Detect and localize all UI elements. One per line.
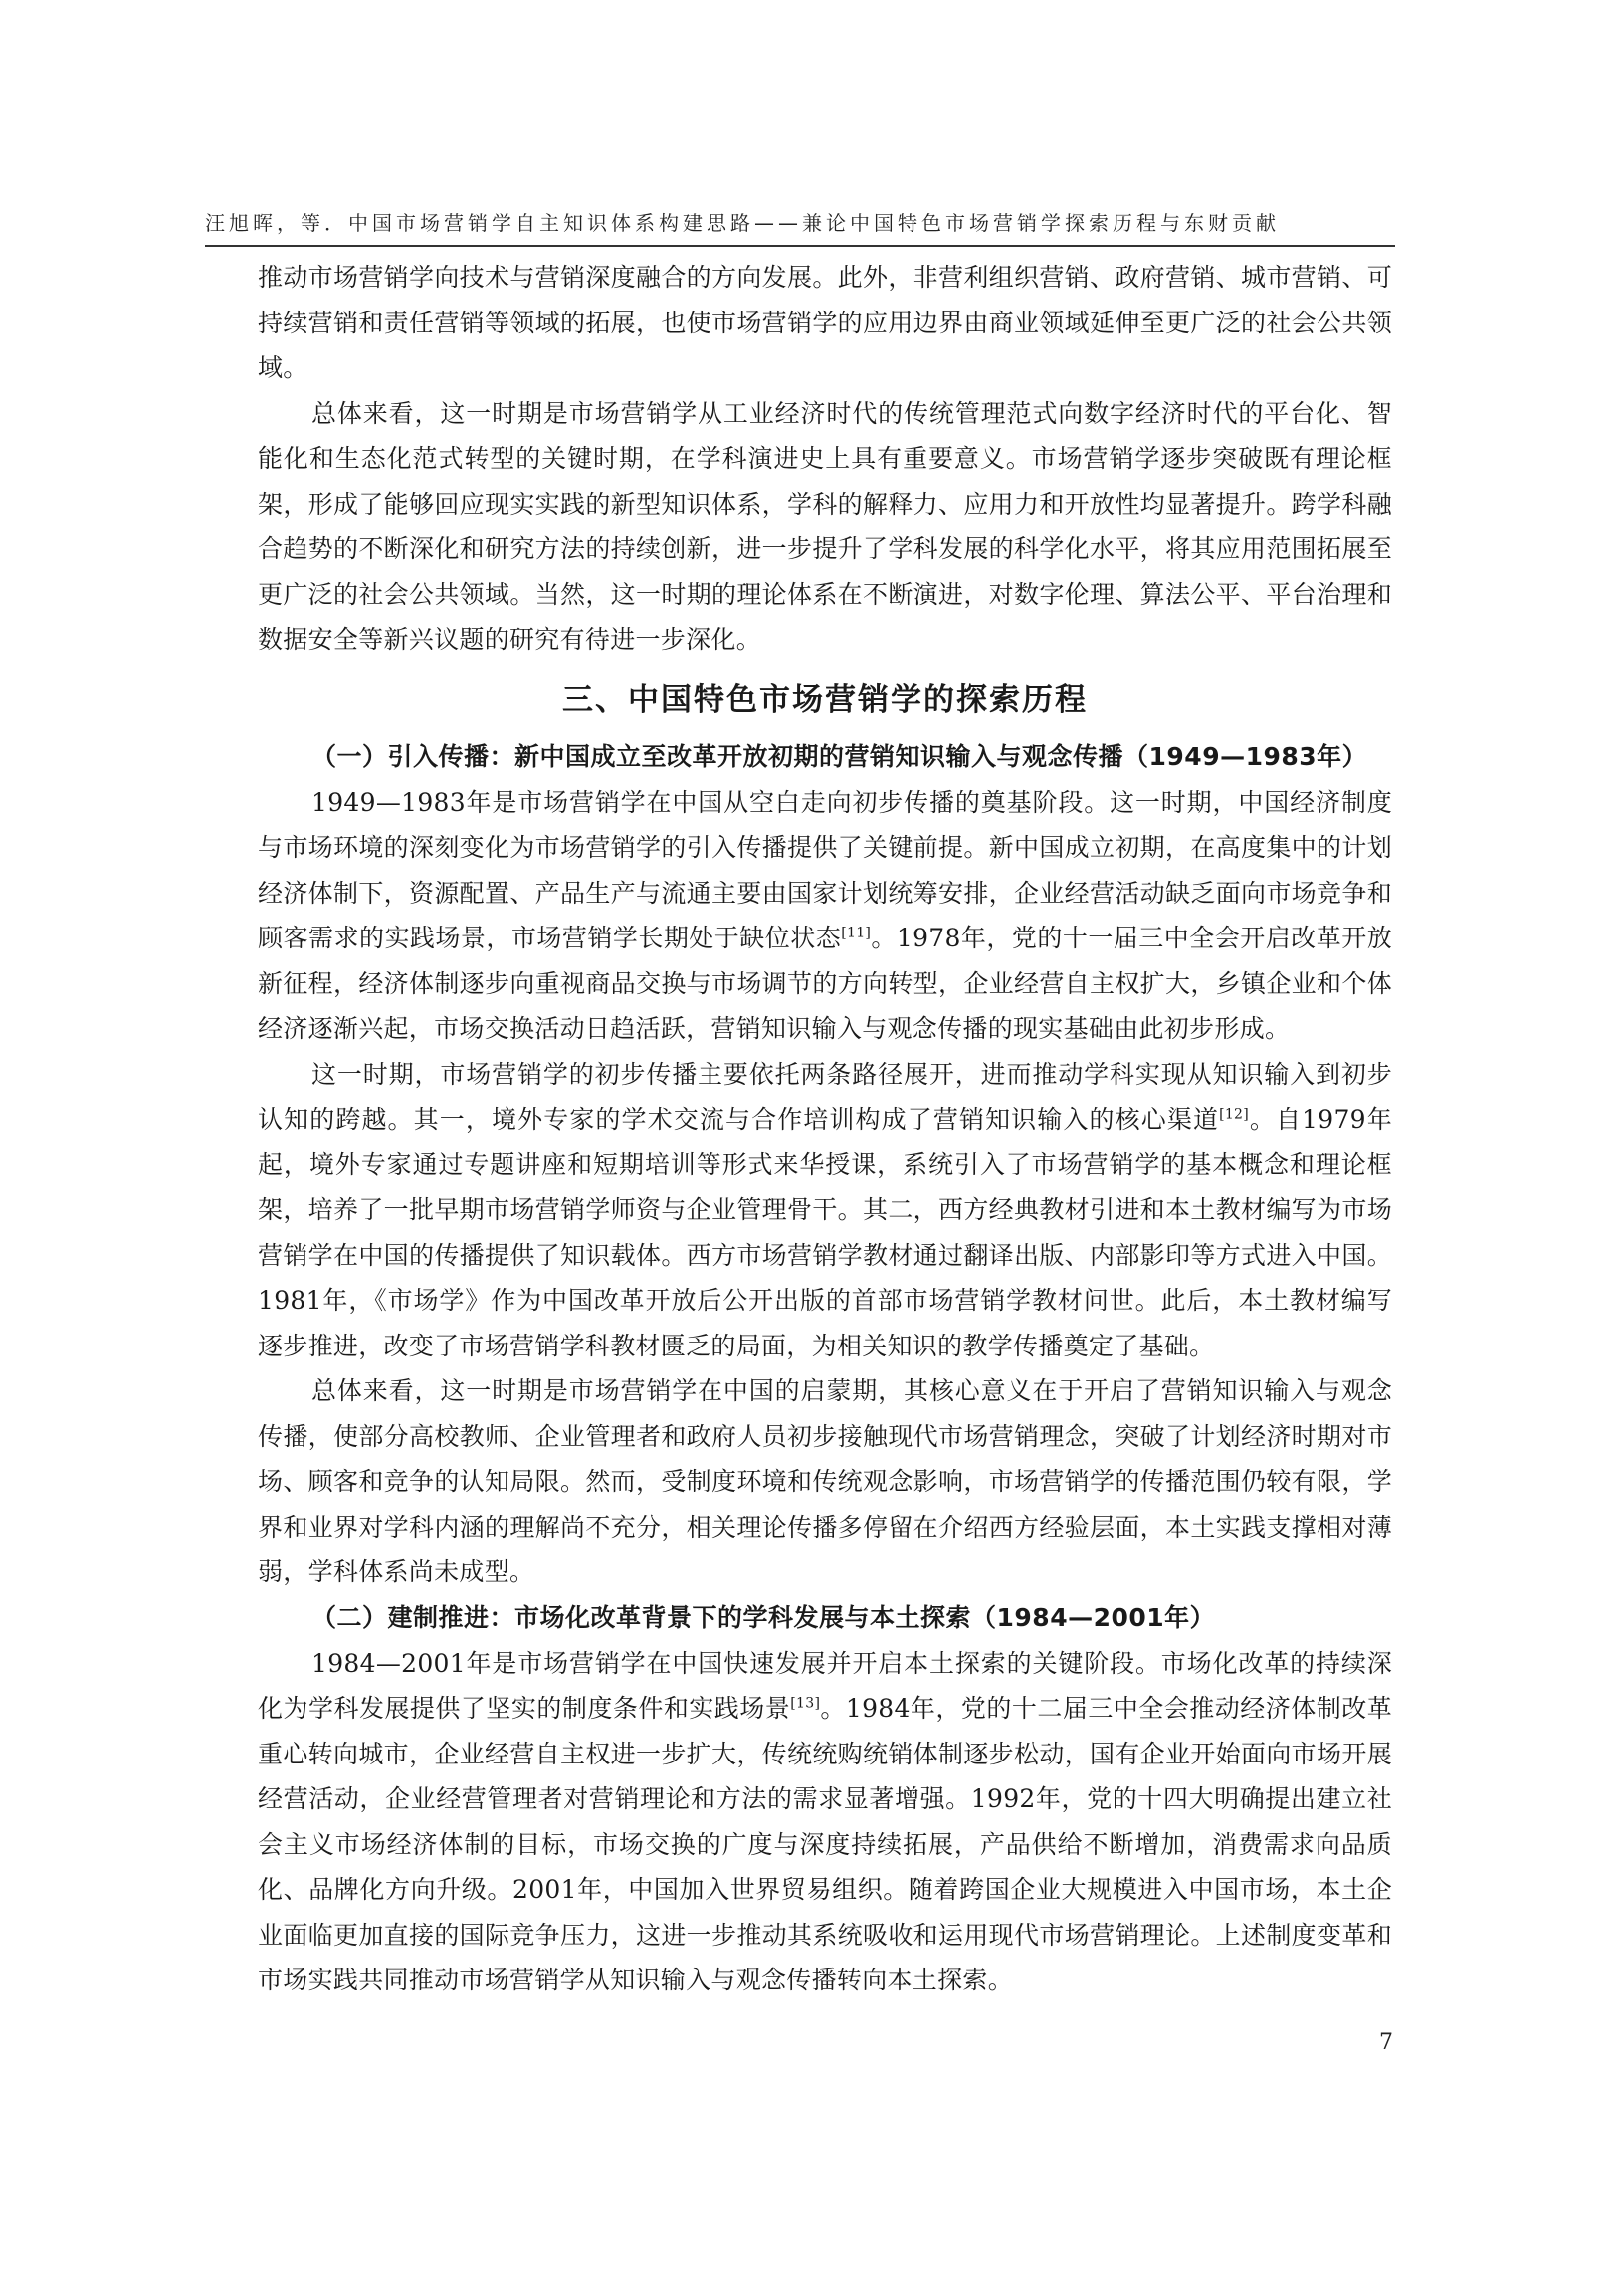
citation-marker: [11] <box>841 925 872 941</box>
citation-marker: [13] <box>790 1695 821 1712</box>
paragraph: 推动市场营销学向技术与营销深度融合的方向发展。此外，非营利组织营销、政府营销、城市营销、可持续营销和责任营销等领域的拓展，也使市场营销学的应用边界由商业领域延伸至更广泛的社会公共领域。 <box>258 263 1392 382</box>
paragraph-text: 。1984年，党的十二届三中全会推动经济体制改革重心转向城市，企业经营自主权进一步扩大，传统统购统销体制逐步松动，国有企业开始面向市场开展经营活动，企业经营管理者对营销理论和方法的需求显著增强。1992年，党的十四大明确提出建立社会主义市场经济体制的目标，市场交换的广度与深度持续拓展，产品供给不断增加，消费需求向品质化、品牌化方向升级。2001年，中国加入世界贸易组织。随着跨国企业大规模进入中国市场，本土企业面临更加直接的国际竞争压力，这进一步推动其系统吸收和运用现代市场营销理论。上述制度变革和市场实践共同推动市场营销学从知识输入与观念传播转向本土探索。 <box>258 1694 1392 1994</box>
section-heading: 三、中国特色市场营销学的探索历程 <box>562 681 1088 718</box>
running-header: 汪旭晖，等．中国市场营销学自主知识体系构建思路——兼论中国特色市场营销学探索历程与东财贡献 <box>205 211 1280 235</box>
subsection-heading: （二）建制推进：市场化改革背景下的学科发展与本土探索（1984—2001年） <box>311 1602 1216 1632</box>
citation-marker: [12] <box>1219 1106 1250 1123</box>
paragraph <box>258 780 1392 1052</box>
paragraph <box>258 1052 1392 1369</box>
paragraph: 总体来看，这一时期是市场营销学在中国的启蒙期，其核心意义在于开启了营销知识输入与观念传播，使部分高校教师、企业管理者和政府人员初步接触现代市场营销理念，突破了计划经济时期对市场、顾客和竞争的认知局限。然而，受制度环境和传统观念影响，市场营销学的传播范围仍较有限，学界和业界对学科内涵的理解尚不充分，相关理论传播多停留在介绍西方经验层面，本土实践支撑相对薄弱，学科体系尚未成型。 <box>258 1376 1392 1586</box>
subsection-heading: （一）引入传播：新中国成立至改革开放初期的营销知识输入与观念传播（1949—1983年） <box>311 741 1368 771</box>
paragraph-text: 1984—2001年是市场营销学在中国快速发展并开启本土探索的关键阶段。市场化改革的持续深化为学科发展提供了坚实的制度条件和实践场景 <box>258 1648 1392 1723</box>
header-divider <box>205 245 1395 247</box>
page-number: 7 <box>1379 2030 1393 2055</box>
article-body <box>258 255 1392 2003</box>
paragraph-text: 。自1979年起，境外专家通过专题讲座和短期培训等形式来华授课，系统引入了市场营销学的基本概念和理论框架，培养了一批早期市场营销学师资与企业管理骨干。其二，西方经典教材引进和本土教材编写为市场营销学在中国的传播提供了知识载体。西方市场营销学教材通过翻译出版、内部影印等方式进入中国。1981年，《市场学》作为中国改革开放后公开出版的首部市场营销学教材问世。此后，本土教材编写逐步推进，改变了市场营销学科教材匮乏的局面，为相关知识的教学传播奠定了基础。 <box>258 1105 1392 1360</box>
paragraph-text: 1949—1983年是市场营销学在中国从空白走向初步传播的奠基阶段。这一时期，中国经济制度与市场环境的深刻变化为市场营销学的引入传播提供了关键前提。新中国成立初期，在高度集中的计划经济体制下，资源配置、产品生产与流通主要由国家计划统筹安排，企业经营活动缺乏面向市场竞争和顾客需求的实践场景，市场营销学长期处于缺位状态 <box>258 787 1392 952</box>
paragraph: 总体来看，这一时期是市场营销学从工业经济时代的传统管理范式向数字经济时代的平台化、智能化和生态化范式转型的关键时期，在学科演进史上具有重要意义。市场营销学逐步突破既有理论框架，形成了能够回应现实实践的新型知识体系，学科的解释力、应用力和开放性均显著提升。跨学科融合趋势的不断深化和研究方法的持续创新，进一步提升了学科发展的科学化水平，将其应用范围拓展至更广泛的社会公共领域。当然，这一时期的理论体系在不断演进，对数字伦理、算法公平、平台治理和数据安全等新兴议题的研究有待进一步深化。 <box>258 398 1392 654</box>
paragraph-text: 这一时期，市场营销学的初步传播主要依托两条路径展开，进而推动学科实现从知识输入到初步认知的跨越。其一，境外专家的学术交流与合作培训构成了营销知识输入的核心渠道 <box>258 1059 1392 1134</box>
paragraph-text: 。1978年，党的十一届三中全会开启改革开放新征程，经济体制逐步向重视商品交换与市场调节的方向转型，企业经营自主权扩大，乡镇企业和个体经济逐渐兴起，市场交换活动日趋活跃，营销知识输入与观念传播的现实基础由此初步形成。 <box>258 924 1392 1043</box>
paragraph <box>258 1641 1392 2003</box>
